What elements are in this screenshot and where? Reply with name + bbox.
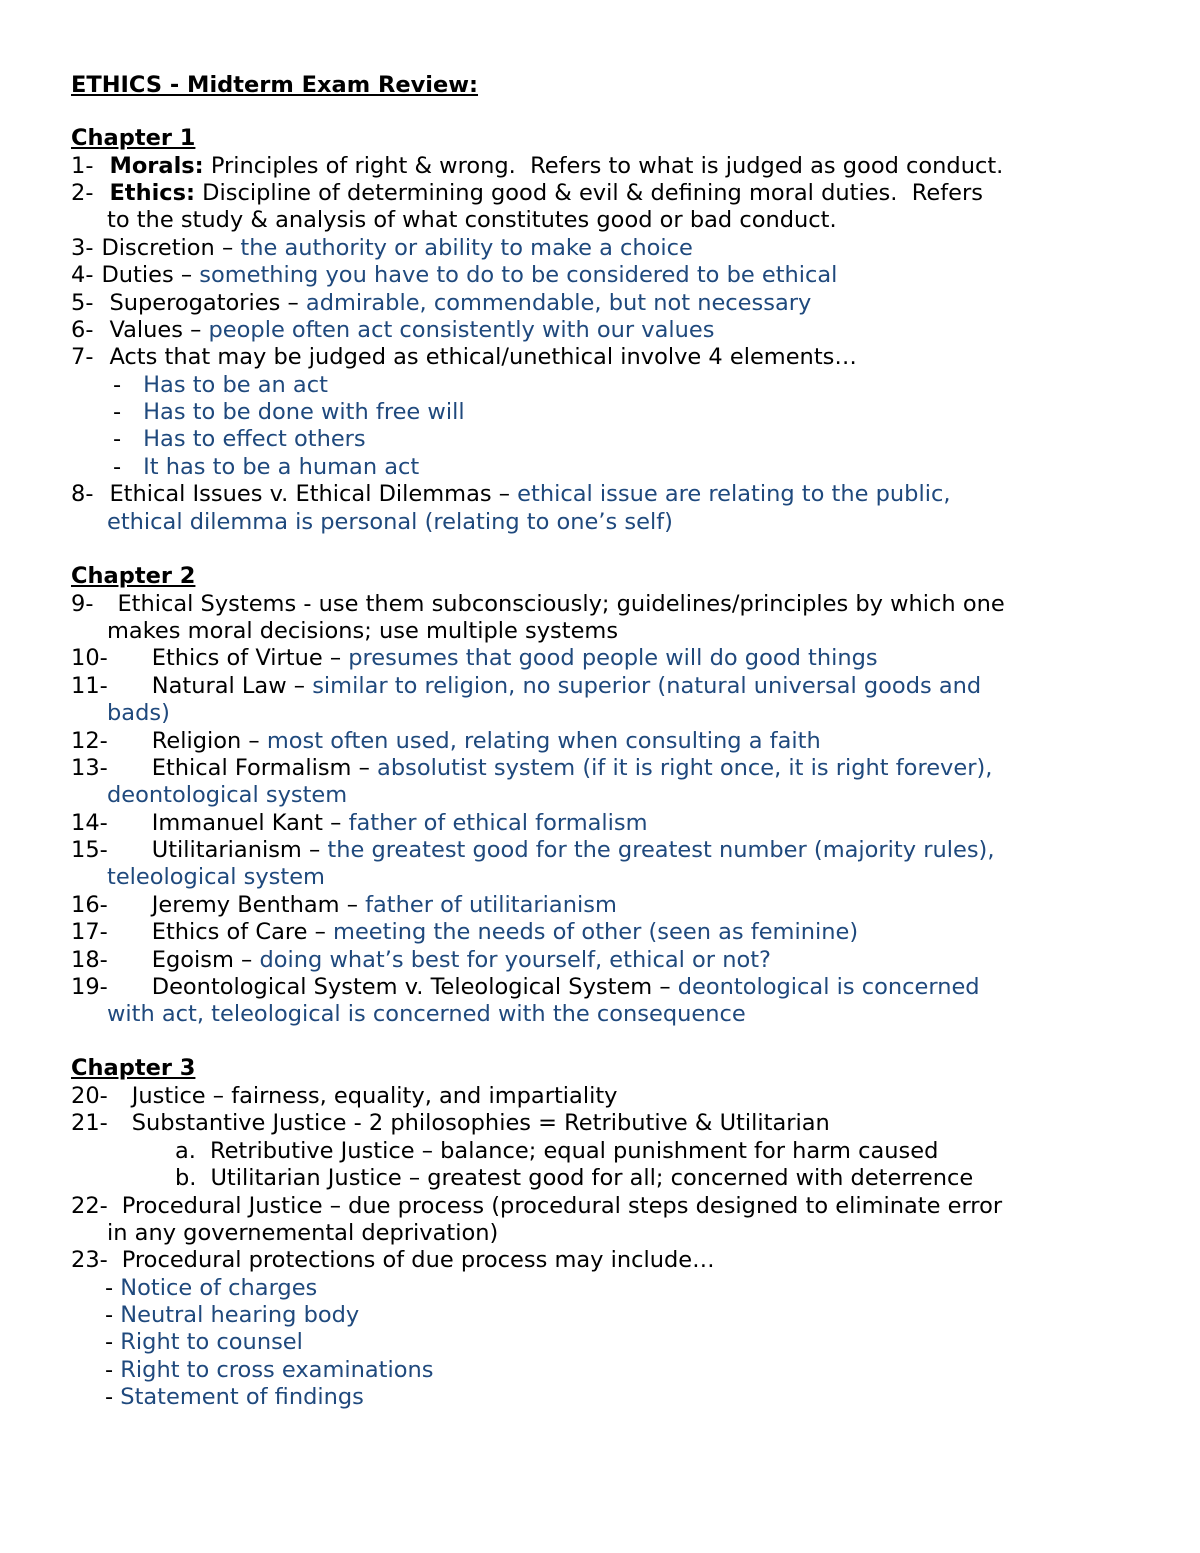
item-number: 3- (71, 235, 94, 261)
item-term: Morals: (109, 153, 204, 179)
item-number: 17- (71, 919, 108, 945)
item-definition: meeting the needs of other (seen as feminine) (333, 919, 859, 945)
item-definition: similar to religion, no superior (natural universal goods and (312, 673, 982, 699)
list-item (71, 892, 617, 919)
item-definition: the authority or ability to make a choice (240, 235, 693, 261)
list-item (71, 974, 980, 1001)
item-number: 15- (71, 837, 108, 863)
sub-item (175, 1165, 973, 1192)
sub-item-text: Retributive Justice – balance; equal punishment for harm caused (209, 1138, 939, 1164)
item-continuation: makes moral decisions; use multiple systems (107, 618, 619, 644)
list-item (71, 591, 1005, 618)
bullet-text: It has to be a human act (143, 454, 420, 480)
bullet-item (105, 1275, 317, 1302)
bullet-item (105, 1357, 434, 1384)
item-term: Religion – (151, 728, 267, 754)
bullet-text: Right to cross examinations (120, 1357, 434, 1383)
bullet-dash: - (105, 1357, 121, 1383)
item-number: 22- (71, 1193, 108, 1219)
list-item (71, 810, 648, 837)
item-continuation: teleological system (107, 864, 325, 890)
item-term: Jeremy Bentham – (151, 892, 366, 918)
item-term: Natural Law – (151, 673, 313, 699)
item-number: 16- (71, 892, 108, 918)
item-definition: ethical issue are relating to the public, (517, 481, 951, 507)
item-number: 6- (71, 317, 94, 343)
item-text: Discipline of determining good & evil & defining moral duties. Refers (195, 180, 983, 206)
item-definition: the greatest good for the greatest number (majority rules), (327, 837, 995, 863)
item-term: Egoism – (151, 947, 260, 973)
item-continuation: to the study & analysis of what constitutes good or bad conduct. (107, 207, 837, 233)
bullet-text: Neutral hearing body (120, 1302, 360, 1328)
bullet-dash: - (105, 1275, 121, 1301)
item-term: Procedural protections of due process may include… (121, 1247, 715, 1273)
sub-item-label: a. (175, 1138, 196, 1164)
bullet-dash: - (113, 399, 122, 425)
bullet-item (105, 1302, 359, 1329)
item-term: Ethical Formalism – (151, 755, 378, 781)
bullet-item (113, 454, 419, 481)
bullet-text: Statement of findings (120, 1384, 364, 1410)
item-number: 12- (71, 728, 108, 754)
item-definition: most often used, relating when consulting a faith (266, 728, 821, 754)
list-item (71, 344, 857, 371)
item-definition: father of ethical formalism (348, 810, 648, 836)
item-definition: something you have to do to be considered to be ethical (199, 262, 838, 288)
bullet-dash: - (105, 1329, 121, 1355)
sub-item-text: Utilitarian Justice – greatest good for all; concerned with deterrence (210, 1165, 974, 1191)
sub-item-label: b. (175, 1165, 197, 1191)
bullet-dash: - (113, 426, 122, 452)
list-item (71, 755, 992, 782)
item-term: Values – (109, 317, 209, 343)
item-term: Procedural Justice – due process (procedural steps designed to eliminate error (121, 1193, 1003, 1219)
bullet-dash: - (113, 454, 122, 480)
item-term: Utilitarianism – (151, 837, 328, 863)
item-term: Ethics: (109, 180, 196, 206)
list-item (71, 1110, 830, 1137)
item-term: Ethical Systems - use them subconsciously; guidelines/principles by which one (117, 591, 1005, 617)
item-number: 13- (71, 755, 108, 781)
chapter-3-heading: Chapter 3 (71, 1055, 196, 1081)
bullet-item (105, 1384, 364, 1411)
item-term: Substantive Justice - 2 philosophies = Retributive & Utilitarian (131, 1110, 830, 1136)
item-term: Justice – fairness, equality, and impartiality (131, 1083, 618, 1109)
bullet-item (113, 372, 328, 399)
item-continuation: with act, teleological is concerned with the consequence (107, 1001, 746, 1027)
item-number: 4- (71, 262, 94, 288)
item-term: Ethics of Virtue – (151, 645, 349, 671)
item-continuation: ethical dilemma is personal (relating to one’s self) (107, 509, 673, 535)
bullet-text: Has to be done with free will (143, 399, 465, 425)
list-item (71, 153, 1003, 180)
bullet-text: Has to effect others (143, 426, 366, 452)
item-definition: doing what’s best for yourself, ethical or not? (259, 947, 772, 973)
item-term: Superogatories – (109, 290, 306, 316)
item-text: Principles of right & wrong. Refers to what is judged as good conduct. (203, 153, 1004, 179)
list-item (71, 1083, 617, 1110)
item-term: Duties – (101, 262, 200, 288)
list-item (71, 673, 981, 700)
list-item (71, 317, 715, 344)
list-item (71, 728, 821, 755)
item-number: 7- (71, 344, 94, 370)
list-item (71, 180, 983, 207)
document-title: ETHICS - Midterm Exam Review: (71, 72, 479, 98)
item-number: 10- (71, 645, 108, 671)
item-term: Ethics of Care – (151, 919, 334, 945)
item-number: 1- (71, 153, 94, 179)
item-number: 19- (71, 974, 108, 1000)
list-item (71, 1193, 1002, 1220)
item-definition: deontological is concerned (677, 974, 980, 1000)
item-definition: presumes that good people will do good things (348, 645, 878, 671)
item-continuation: bads) (107, 700, 170, 726)
bullet-text: Notice of charges (120, 1275, 318, 1301)
item-number: 14- (71, 810, 108, 836)
chapter-2-heading: Chapter 2 (71, 563, 196, 589)
list-item (71, 481, 950, 508)
item-continuation: in any governemental deprivation) (107, 1220, 499, 1246)
bullet-text: Has to be an act (143, 372, 328, 398)
item-term: Deontological System v. Teleological System – (151, 974, 678, 1000)
list-item (71, 919, 858, 946)
list-item (71, 235, 693, 262)
bullet-dash: - (113, 372, 122, 398)
item-number: 23- (71, 1247, 108, 1273)
item-number: 11- (71, 673, 108, 699)
item-definition: admirable, commendable, but not necessary (305, 290, 812, 316)
item-definition: people often act consistently with our values (208, 317, 715, 343)
list-item (71, 262, 837, 289)
list-item (71, 947, 771, 974)
bullet-item (105, 1329, 303, 1356)
item-number: 9- (71, 591, 94, 617)
list-item (71, 1247, 715, 1274)
item-number: 20- (71, 1083, 108, 1109)
item-number: 18- (71, 947, 108, 973)
list-item (71, 645, 878, 672)
item-number: 2- (71, 180, 94, 206)
sub-item (175, 1138, 938, 1165)
bullet-dash: - (105, 1384, 121, 1410)
item-definition: absolutist system (if it is right once, it is right forever), (377, 755, 993, 781)
item-term: Ethical Issues v. Ethical Dilemmas – (109, 481, 518, 507)
item-number: 5- (71, 290, 94, 316)
item-term: Immanuel Kant – (151, 810, 349, 836)
chapter-1-heading: Chapter 1 (71, 125, 196, 151)
item-continuation: deontological system (107, 782, 348, 808)
item-number: 8- (71, 481, 94, 507)
item-definition: father of utilitarianism (365, 892, 617, 918)
item-number: 21- (71, 1110, 108, 1136)
bullet-text: Right to counsel (120, 1329, 303, 1355)
list-item (71, 290, 811, 317)
item-term: Acts that may be judged as ethical/unethical involve 4 elements… (109, 344, 857, 370)
list-item (71, 837, 994, 864)
bullet-dash: - (105, 1302, 121, 1328)
bullet-item (113, 399, 465, 426)
item-term: Discretion – (101, 235, 241, 261)
bullet-item (113, 426, 366, 453)
